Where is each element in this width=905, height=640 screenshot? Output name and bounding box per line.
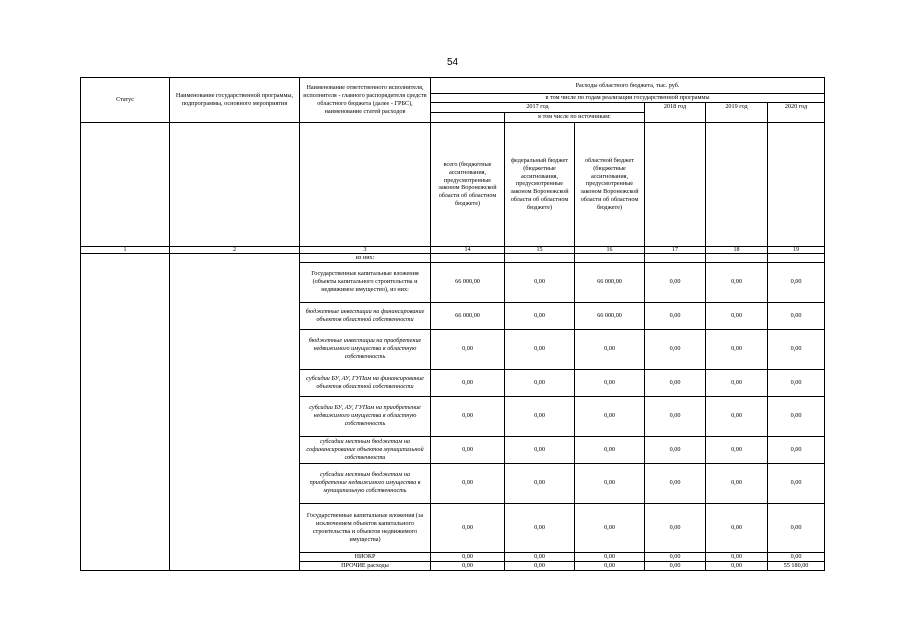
empty-cell	[505, 253, 575, 262]
header-2019-cont	[706, 122, 768, 246]
amount-cell: 0,00	[505, 561, 575, 570]
expense-item-name: субсидии БУ, АУ, ГУПам на приобретение недвижимого имущества в областную собственность	[300, 396, 431, 436]
expense-item-name: бюджетные инвестиции на финансирование объектов областной собственности	[300, 302, 431, 329]
amount-cell: 0,00	[505, 396, 575, 436]
header-executor: Наименование ответственного исполнителя, исполнителя - главного распорядителя средств областного бюджета (далее - ГРБС), наименование статей расходов	[300, 78, 431, 123]
amount-cell: 0,00	[645, 463, 706, 503]
expense-item-name: ПРОЧИЕ расходы	[300, 561, 431, 570]
header-year-2018: 2018 год	[645, 102, 706, 122]
expense-item-name: НИОКР	[300, 552, 431, 561]
empty-cell	[645, 253, 706, 262]
amount-cell: 0,00	[575, 329, 645, 369]
amount-cell: 0,00	[431, 436, 505, 463]
amount-cell: 0,00	[768, 369, 825, 396]
expense-item-name: субсидии БУ, АУ, ГУПам на финансирование объектов областной собственности	[300, 369, 431, 396]
header-program: Наименование государственной программы, подпрограммы, основного мероприятия	[170, 78, 300, 123]
expense-item-name: Государственные капитальные вложения (объекты капитального строительства и недвижимое имущество), из них:	[300, 262, 431, 302]
amount-cell: 0,00	[505, 436, 575, 463]
amount-cell: 0,00	[505, 262, 575, 302]
index-cell: 1	[81, 246, 170, 253]
amount-cell: 0,00	[505, 503, 575, 552]
amount-cell: 0,00	[768, 503, 825, 552]
amount-cell: 0,00	[706, 329, 768, 369]
amount-cell: 0,00	[768, 552, 825, 561]
amount-cell: 0,00	[768, 302, 825, 329]
amount-cell: 0,00	[645, 561, 706, 570]
amount-cell: 0,00	[431, 329, 505, 369]
amount-cell: 0,00	[706, 262, 768, 302]
header-total: всего (бюджетные ассигнования, предусмотренные законом Воронежской области об областном бюджете)	[431, 122, 505, 246]
empty-cell	[575, 253, 645, 262]
index-cell: 15	[505, 246, 575, 253]
amount-cell: 0,00	[431, 552, 505, 561]
index-cell: 19	[768, 246, 825, 253]
amount-cell: 0,00	[645, 329, 706, 369]
index-cell: 2	[170, 246, 300, 253]
amount-cell: 55 180,00	[768, 561, 825, 570]
empty-cell	[431, 253, 505, 262]
row-label-of-them: из них:	[300, 253, 431, 262]
index-cell: 3	[300, 246, 431, 253]
header-status: Статус	[81, 78, 170, 123]
header-by-years: в том числе по годам реализации государственной программы	[431, 94, 825, 103]
expense-item-name: Государственные капитальные вложения (за исключением объектов капитального строительства и объектов недвижимого имущества)	[300, 503, 431, 552]
amount-cell: 0,00	[575, 552, 645, 561]
budget-table	[80, 77, 825, 571]
amount-cell: 0,00	[645, 369, 706, 396]
amount-cell: 0,00	[645, 552, 706, 561]
amount-cell: 66 000,00	[575, 262, 645, 302]
amount-cell: 0,00	[706, 552, 768, 561]
amount-cell: 0,00	[431, 369, 505, 396]
index-cell: 16	[575, 246, 645, 253]
amount-cell: 0,00	[645, 262, 706, 302]
amount-cell: 0,00	[431, 396, 505, 436]
amount-cell: 0,00	[505, 463, 575, 503]
amount-cell: 0,00	[768, 463, 825, 503]
amount-cell: 0,00	[575, 436, 645, 463]
amount-cell: 0,00	[645, 503, 706, 552]
amount-cell: 0,00	[575, 369, 645, 396]
index-cell: 17	[645, 246, 706, 253]
header-total-blank	[431, 112, 505, 122]
header-expenses-title: Расходы областного бюджета, тыс. руб.	[431, 78, 825, 94]
amount-cell: 0,00	[505, 369, 575, 396]
amount-cell: 0,00	[505, 302, 575, 329]
header-executor-cont	[300, 122, 431, 246]
header-status-cont	[81, 122, 170, 246]
amount-cell: 0,00	[575, 396, 645, 436]
amount-cell: 0,00	[505, 329, 575, 369]
page-number: 54	[446, 57, 459, 68]
header-year-2020: 2020 год	[768, 102, 825, 122]
amount-cell: 0,00	[706, 463, 768, 503]
amount-cell: 0,00	[706, 302, 768, 329]
amount-cell: 66 000,00	[575, 302, 645, 329]
amount-cell: 0,00	[431, 503, 505, 552]
amount-cell: 0,00	[768, 436, 825, 463]
expense-item-name: бюджетные инвестиции на приобретение недвижимого имущества в областную собственность	[300, 329, 431, 369]
amount-cell: 0,00	[645, 436, 706, 463]
index-cell: 18	[706, 246, 768, 253]
amount-cell: 0,00	[706, 503, 768, 552]
header-program-cont	[170, 122, 300, 246]
amount-cell: 0,00	[431, 463, 505, 503]
amount-cell: 0,00	[768, 262, 825, 302]
amount-cell: 0,00	[706, 369, 768, 396]
expense-item-name: субсидии местным бюджетам на приобретение недвижимого имущества в муниципальную собственность	[300, 463, 431, 503]
amount-cell: 0,00	[575, 463, 645, 503]
amount-cell: 66 000,00	[431, 262, 505, 302]
index-cell: 14	[431, 246, 505, 253]
header-2020-cont	[768, 122, 825, 246]
amount-cell: 0,00	[706, 436, 768, 463]
header-by-sources: в том числе по источникам:	[505, 112, 645, 122]
header-year-2017: 2017 год	[431, 102, 645, 112]
amount-cell: 0,00	[431, 561, 505, 570]
empty-cell	[768, 253, 825, 262]
amount-cell: 0,00	[645, 302, 706, 329]
amount-cell: 0,00	[575, 503, 645, 552]
amount-cell: 66 000,00	[431, 302, 505, 329]
header-regional: областной бюджет (бюджетные ассигнования, предусмотренные законом Воронежской области об областном бюджете)	[575, 122, 645, 246]
amount-cell: 0,00	[706, 396, 768, 436]
amount-cell: 0,00	[575, 561, 645, 570]
header-2018-cont	[645, 122, 706, 246]
amount-cell: 0,00	[505, 552, 575, 561]
amount-cell: 0,00	[706, 561, 768, 570]
amount-cell: 0,00	[768, 329, 825, 369]
header-year-2019: 2019 год	[706, 102, 768, 122]
amount-cell: 0,00	[645, 396, 706, 436]
amount-cell: 0,00	[768, 396, 825, 436]
header-federal: федеральный бюджет (бюджетные ассигнования, предусмотренные законом Воронежской области об областном бюджете)	[505, 122, 575, 246]
expense-item-name: субсидии местным бюджетам на софинансирование объектов муниципальной собственности	[300, 436, 431, 463]
program-cell	[170, 253, 300, 570]
status-cell	[81, 253, 170, 570]
empty-cell	[706, 253, 768, 262]
